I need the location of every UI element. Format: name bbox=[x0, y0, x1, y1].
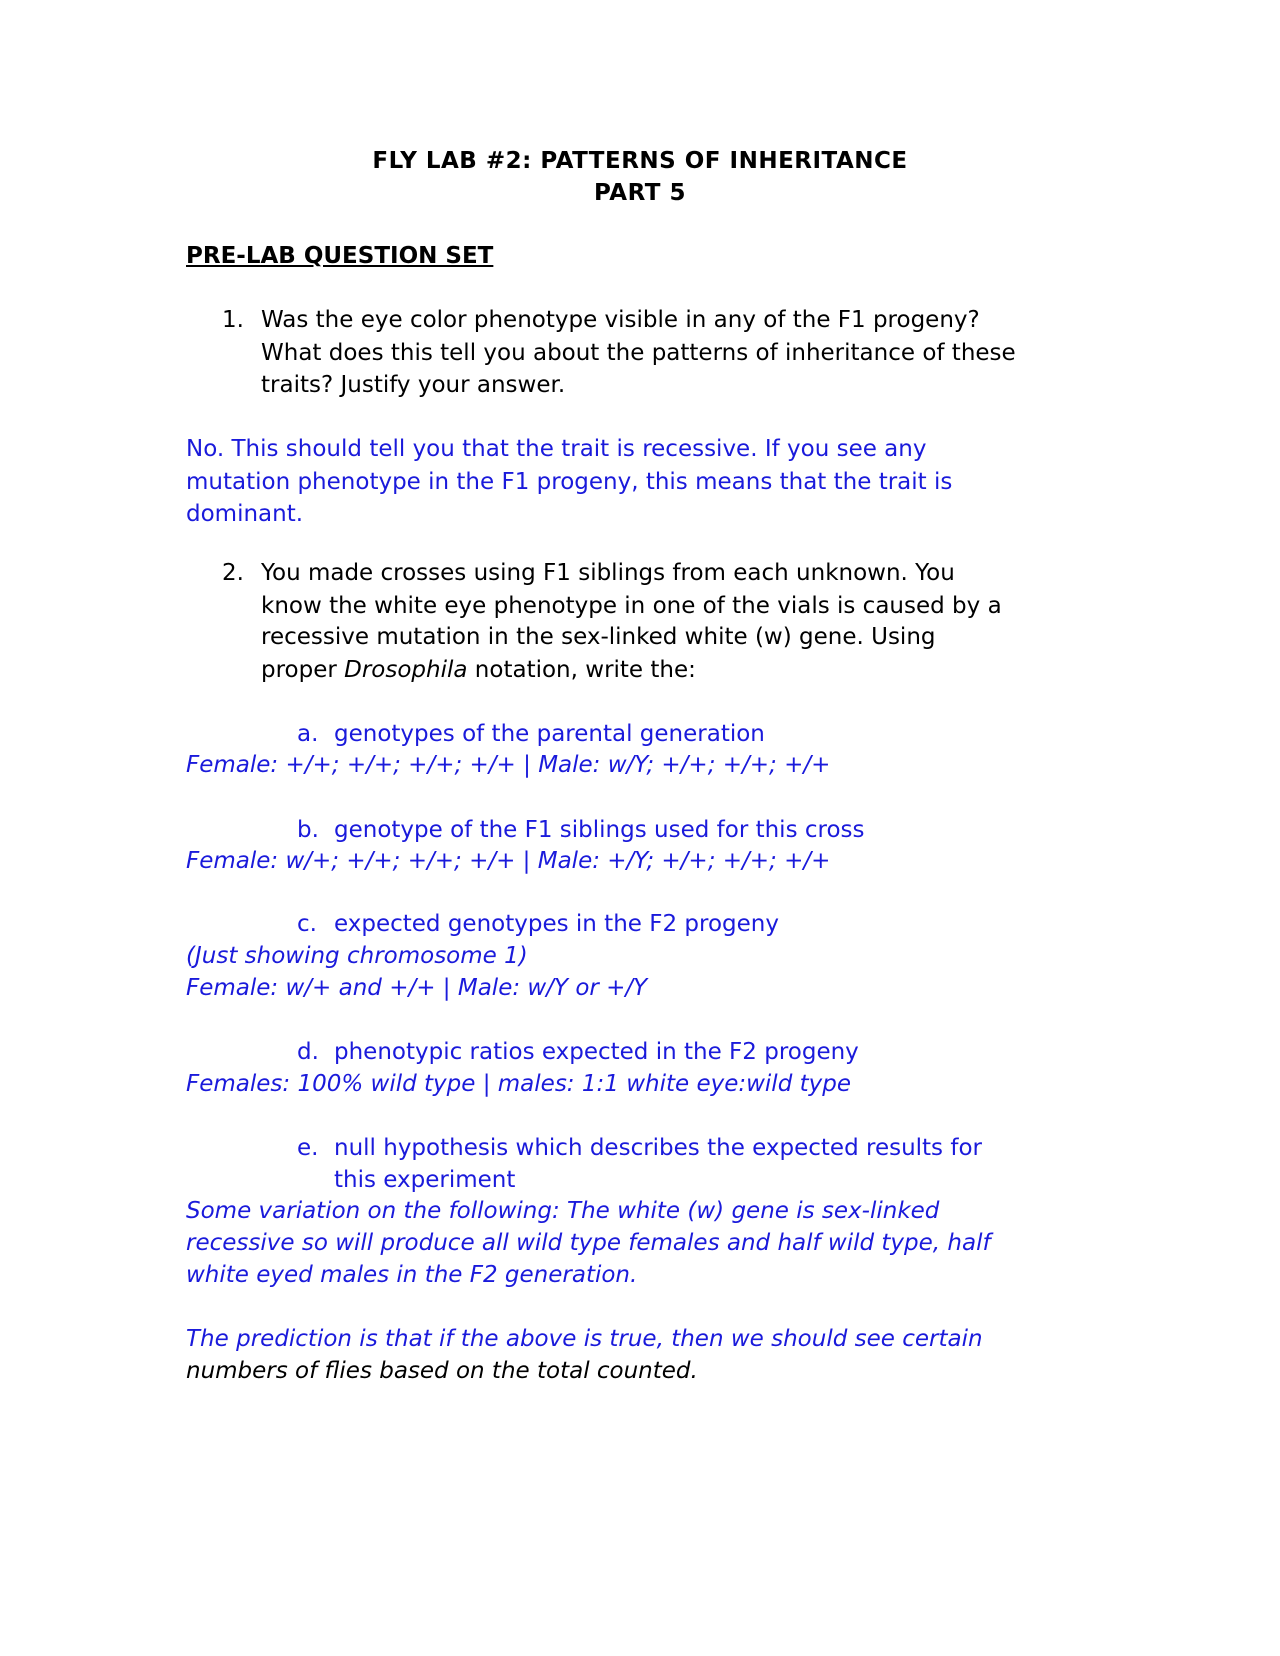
page-subtitle: PART 5 bbox=[594, 180, 686, 206]
answer-1-line-3: dominant. bbox=[186, 501, 304, 527]
sub-e-text-line-2: this experiment bbox=[334, 1167, 516, 1193]
question-2-line-1: You made crosses using F1 siblings from each unknown. You bbox=[261, 560, 955, 586]
prediction-line-1: The prediction is that if the above is true, then we should see certain bbox=[186, 1326, 983, 1352]
question-1-line-3: traits? Justify your answer. bbox=[261, 372, 566, 398]
sub-a-text: genotypes of the parental generation bbox=[334, 721, 765, 747]
sub-d-text: phenotypic ratios expected in the F2 progeny bbox=[334, 1039, 859, 1065]
sub-a-label: a. bbox=[297, 721, 319, 747]
question-1-line-1: Was the eye color phenotype visible in any of the F1 progeny? bbox=[261, 307, 980, 333]
question-2-line-4-pre: proper bbox=[261, 657, 345, 683]
sub-c-answer-line-1: (Just showing chromosome 1) bbox=[186, 943, 528, 969]
answer-1-line-1: No. This should tell you that the trait is recessive. If you see any bbox=[186, 436, 927, 462]
sub-d-label: d. bbox=[297, 1039, 319, 1065]
question-2-line-4-post: notation, write the: bbox=[467, 657, 696, 683]
sub-d-answer: Females: 100% wild type | males: 1:1 white eye:wild type bbox=[186, 1071, 851, 1097]
sub-a-answer: Female: +/+; +/+; +/+; +/+ | Male: w/Y; +/+; +/+; +/+ bbox=[186, 752, 831, 778]
question-2-line-2: know the white eye phenotype in one of the vials is caused by a bbox=[261, 593, 1002, 619]
question-1-number: 1. bbox=[222, 307, 244, 333]
sub-e-answer-line-3: white eyed males in the F2 generation. bbox=[186, 1262, 638, 1288]
section-heading: PRE-LAB QUESTION SET bbox=[186, 243, 494, 269]
sub-c-text: expected genotypes in the F2 progeny bbox=[334, 911, 779, 937]
drosophila-term: Drosophila bbox=[344, 657, 468, 683]
sub-b-answer: Female: w/+; +/+; +/+; +/+ | Male: +/Y; +/+; +/+; +/+ bbox=[186, 848, 831, 874]
question-2-line-3: recessive mutation in the sex-linked white (w) gene. Using bbox=[261, 624, 936, 650]
prediction-line-2: numbers of flies based on the total counted. bbox=[186, 1358, 698, 1384]
question-2-line-4 bbox=[261, 654, 696, 687]
sub-e-label: e. bbox=[297, 1135, 319, 1161]
sub-e-text-line-1: null hypothesis which describes the expected results for bbox=[334, 1135, 982, 1161]
answer-1-line-2: mutation phenotype in the F1 progeny, this means that the trait is bbox=[186, 469, 953, 495]
sub-e-answer-line-1: Some variation on the following: The white (w) gene is sex-linked bbox=[186, 1198, 940, 1224]
sub-c-label: c. bbox=[297, 911, 317, 937]
sub-b-text: genotype of the F1 siblings used for this cross bbox=[334, 817, 865, 843]
sub-e-answer-line-2: recessive so will produce all wild type females and half wild type, half bbox=[186, 1230, 991, 1256]
question-1-line-2: What does this tell you about the patterns of inheritance of these bbox=[261, 340, 1016, 366]
page-title: FLY LAB #2: PATTERNS OF INHERITANCE bbox=[372, 148, 908, 174]
sub-b-label: b. bbox=[297, 817, 319, 843]
question-2-number: 2. bbox=[222, 560, 244, 586]
sub-c-answer-line-2: Female: w/+ and +/+ | Male: w/Y or +/Y bbox=[186, 975, 648, 1001]
